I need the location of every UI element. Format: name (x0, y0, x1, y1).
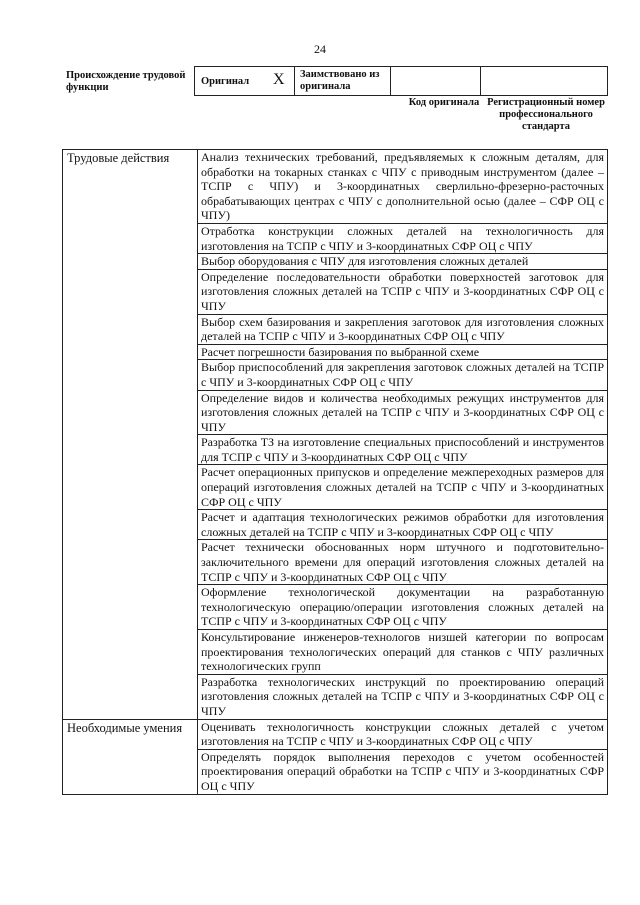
section-item: Расчет и адаптация технологических режимов обработки для изготовления сложных деталей на ТСПР с ЧПУ и 3-координатных СФР ОЦ с ЧПУ (198, 510, 608, 540)
table-row (63, 719, 608, 749)
section-title: Трудовые действия (63, 150, 198, 720)
labor-function-table (62, 149, 608, 795)
section-item: Анализ технических требований, предъявляемых к сложным деталям, для обработки на токарных станках с ЧПУ с приводным инструментом (далее – ТСПР с ЧПУ) и 3-координатных сверлильно-фрезерно-расточных обрабатывающих центрах с ЧПУ с дополнительной осью (далее – СФР ОЦ с ЧПУ) (198, 150, 608, 224)
origin-table (194, 66, 608, 96)
section-item: Консультирование инженеров-технологов низшей категории по вопросам проектирования технологических операций для станков с ЧПУ различных технологических групп (198, 630, 608, 675)
section-item: Определять порядок выполнения переходов с учетом особенностей проектирования операций обработки на ТСПР с ЧПУ и 3-координатных СФР ОЦ с ЧПУ (198, 749, 608, 794)
section-item: Разработка ТЗ на изготовление специальных приспособлений и инструментов для ТСПР с ЧПУ и 3-координатных СФР ОЦ с ЧПУ (198, 435, 608, 465)
origin-label: Происхождение трудовой функции (66, 70, 186, 93)
section-item: Разработка технологических инструкций по проектированию операций изготовления сложных деталей на ТСПР с ЧПУ и 3-координатных СФР ОЦ с ЧПУ (198, 674, 608, 719)
code-caption: Код оригинала (408, 97, 480, 108)
section-item: Определение последовательности обработки поверхностей заготовок для изготовления сложных деталей на ТСПР с ЧПУ и 3-координатных СФР ОЦ с ЧПУ (198, 269, 608, 314)
section-item: Отработка конструкции сложных деталей на технологичность для изготовления на ТСПР с ЧПУ и 3-координатных СФР ОЦ с ЧПУ (198, 223, 608, 253)
section-item: Оценивать технологичность конструкции сложных деталей с учетом изготовления на ТСПР с ЧПУ и 3-координатных СФР ОЦ с ЧПУ (198, 719, 608, 749)
origin-original-cell (195, 67, 295, 95)
section-item: Выбор оборудования с ЧПУ для изготовления сложных деталей (198, 254, 608, 270)
reg-caption: Регистрационный номер профессионального стандарта (487, 97, 605, 132)
section-title: Необходимые умения (63, 719, 198, 794)
origin-reg-number-cell (481, 67, 607, 95)
section-item: Определение видов и количества необходимых режущих инструментов для изготовления сложных деталей на ТСПР с ЧПУ и 3-координатных СФР ОЦ с ЧПУ (198, 390, 608, 435)
section-item: Расчет погрешности базирования по выбранной схеме (198, 344, 608, 360)
origin-code-cell (391, 67, 481, 95)
section-item: Выбор схем базирования и закрепления заготовок для изготовления сложных деталей на ТСПР с ЧПУ и 3-координатных СФР ОЦ с ЧПУ (198, 314, 608, 344)
section-item: Расчет технически обоснованных норм штучного и подготовительно-заключительного времени для операций изготовления сложных деталей на ТСПР с ЧПУ и 3-координатных СФР ОЦ с ЧПУ (198, 540, 608, 585)
original-label: Оригинал (201, 76, 250, 87)
original-mark: X (273, 71, 285, 88)
borrowed-label: Заимствовано из оригинала (300, 69, 380, 92)
section-item: Выбор приспособлений для закрепления заготовок сложных деталей на ТСПР с ЧПУ и 3-координатных СФР ОЦ с ЧПУ (198, 360, 608, 390)
section-item: Оформление технологической документации на разработанную технологическую операцию/операции изготовления сложных деталей на ТСПР с ЧПУ и 3-координатных СФР ОЦ с ЧПУ (198, 585, 608, 630)
table-row (63, 150, 608, 224)
page-number: 24 (314, 42, 326, 56)
labor-function-table-body (63, 150, 608, 795)
section-item: Расчет операционных припусков и определение межпереходных размеров для операций изготовления сложных деталей на ТСПР с ЧПУ и 3-координатных СФР ОЦ с ЧПУ (198, 465, 608, 510)
origin-borrowed-cell (295, 67, 391, 95)
